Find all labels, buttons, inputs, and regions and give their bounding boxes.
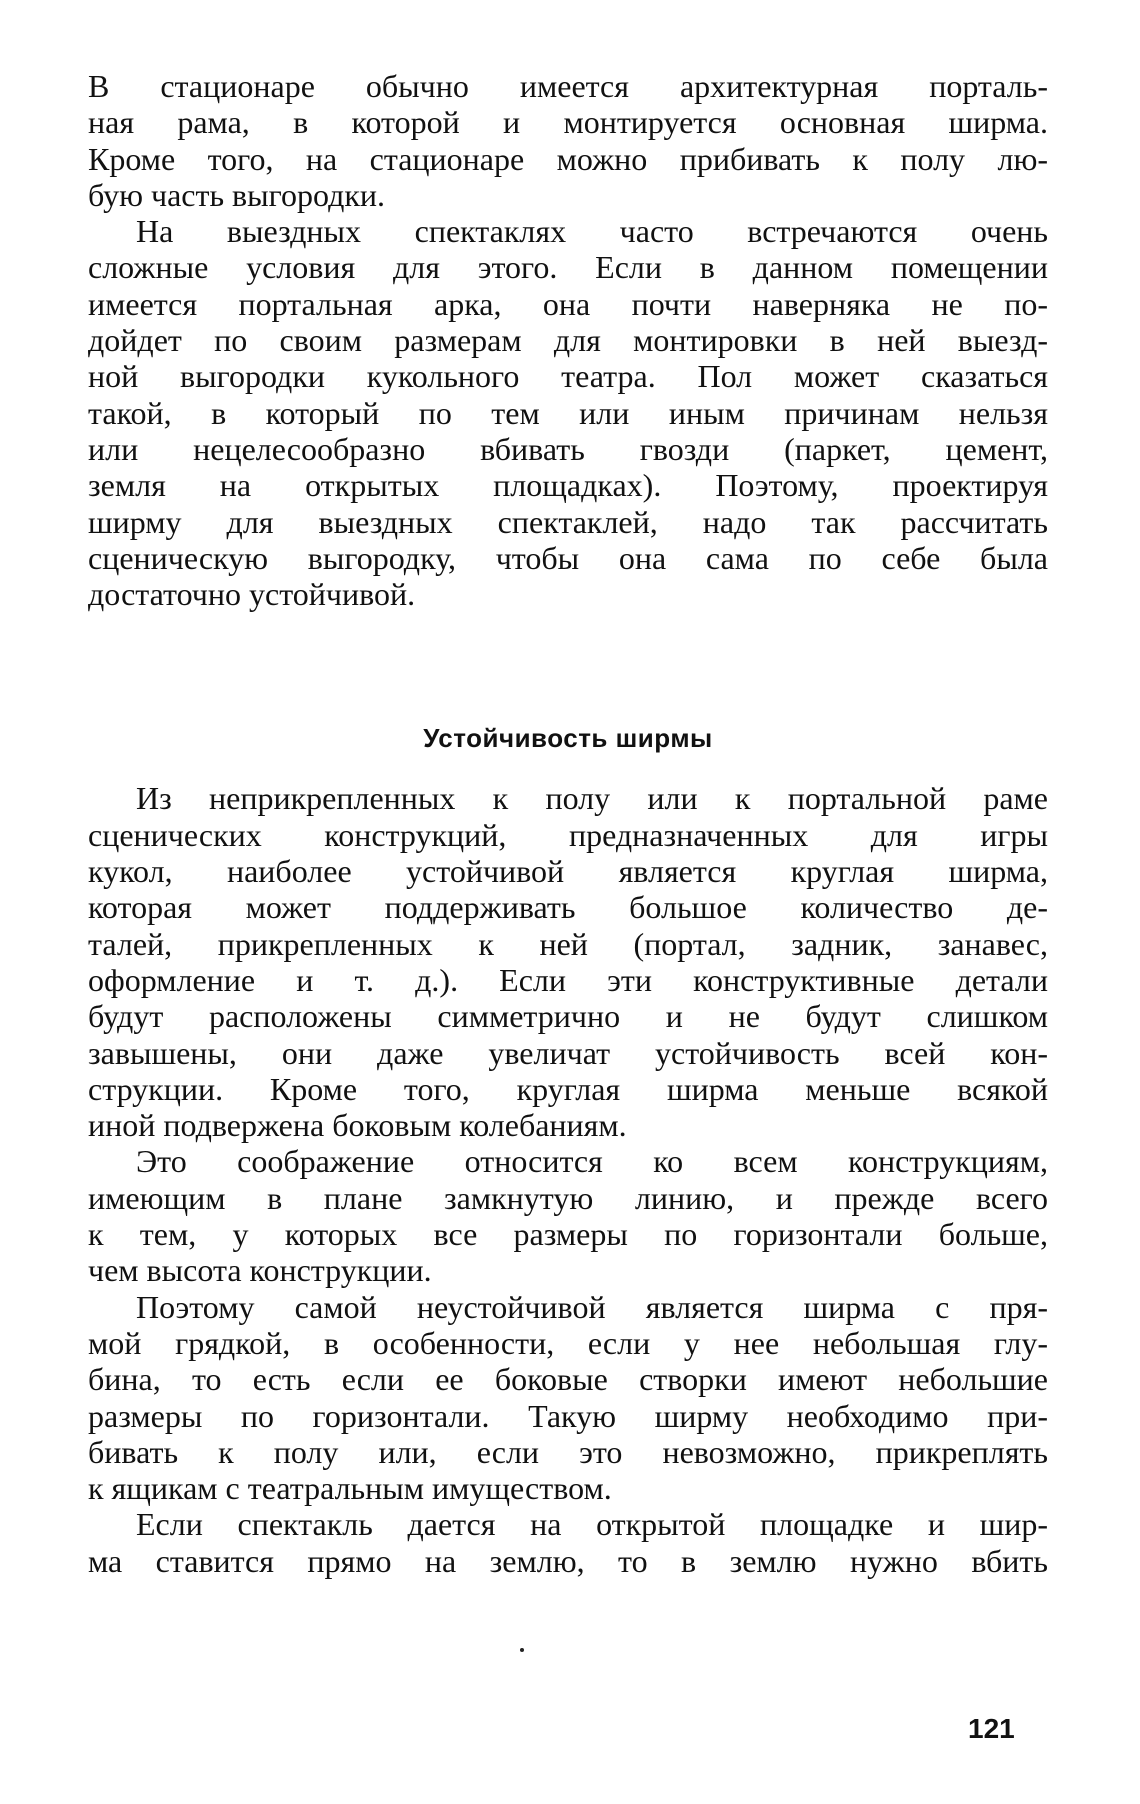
paragraph-6 [88,1506,1048,1579]
text-line: талей, прикрепленных к ней (портал, задник, занавес, [88,925,1048,962]
text-line: сложные условия для этого. Если в данном помещении [88,249,1048,286]
text-line: достаточно устойчивой. [88,576,416,613]
text-line: кукол, наиболее устойчивой является круглая ширма, [88,853,1048,890]
paragraph-4 [88,1143,1048,1288]
text-line: или нецелесообразно вбивать гвозди (паркет, цемент, [88,430,1048,467]
text-line: Из неприкрепленных к полу или к портальной раме [136,780,1048,817]
text-line: Кроме того, на стационаре можно прибивать к полу лю- [88,140,1048,177]
text-line: имеется портальная арка, она почти наверняка не по- [88,285,1048,322]
text-line: сценическую выгородку, чтобы она сама по себе была [88,539,1048,576]
page-number: 121 [968,1713,1015,1744]
text-line: к тем, у которых все размеры по горизонтали больше, [88,1216,1048,1253]
text-line: ная рама, в которой и монтируется основная ширма. [88,104,1048,141]
text-line: земля на открытых площадках). Поэтому, проектируя [88,467,1048,504]
text-line: чем высота конструкции. [88,1252,432,1289]
text-line: дойдет по своим размерам для монтировки в ней выезд- [88,322,1048,359]
text-line: На выездных спектаклях часто встречаются очень [136,213,1048,250]
paragraph-5 [88,1289,1048,1507]
section-heading: Устойчивость ширмы [423,723,713,754]
text-line: ма ставится прямо на землю, то в землю нужно вбить [88,1542,1048,1579]
text-line: Это соображение относится ко всем конструкциям, [136,1143,1048,1180]
text-line: которая может поддерживать большое количество де- [88,889,1048,926]
text-line: мой грядкой, в особенности, если у нее небольшая глу- [88,1324,1048,1361]
text-line: к ящикам с театральным имуществом. [88,1470,612,1507]
text-line: струкции. Кроме того, круглая ширма меньше всякой [88,1070,1048,1107]
text-line: бина, то есть если ее боковые створки имеют небольшие [88,1361,1048,1398]
text-line: имеющим в плане замкнутую линию, и прежде всего [88,1179,1048,1216]
text-line: Поэтому самой неустойчивой является ширма с пря- [136,1288,1048,1325]
text-line: размеры по горизонтали. Такую ширму необходимо при- [88,1397,1048,1434]
text-line: бивать к полу или, если это невозможно, прикреплять [88,1433,1048,1470]
text-line: ной выгородки кукольного театра. Пол может сказаться [88,358,1048,395]
text-line: такой, в который по тем или иным причинам нельзя [88,394,1048,431]
print-speck [520,1648,524,1652]
text-line: ширму для выездных спектаклей, надо так рассчитать [88,503,1048,540]
text-line: В стационаре обычно имеется архитектурная порталь- [88,68,1048,104]
text-line: сценических конструкций, предназначенных для игры [88,816,1048,853]
paragraph-3 [88,780,1048,1143]
text-line: завышены, они даже увеличат устойчивость всей кон- [88,1034,1048,1071]
text-line: будут расположены симметрично и не будут слишком [88,998,1048,1035]
page-body [88,68,1048,1579]
text-line: оформление и т. д.). Если эти конструктивные детали [88,961,1048,998]
text-line: иной подвержена боковым колебаниям. [88,1107,627,1144]
paragraph-1 [88,68,1048,213]
text-line: Если спектакль дается на открытой площадке и шир- [136,1506,1048,1543]
paragraph-2 [88,213,1048,612]
text-line: бую часть выгородки. [88,176,386,213]
